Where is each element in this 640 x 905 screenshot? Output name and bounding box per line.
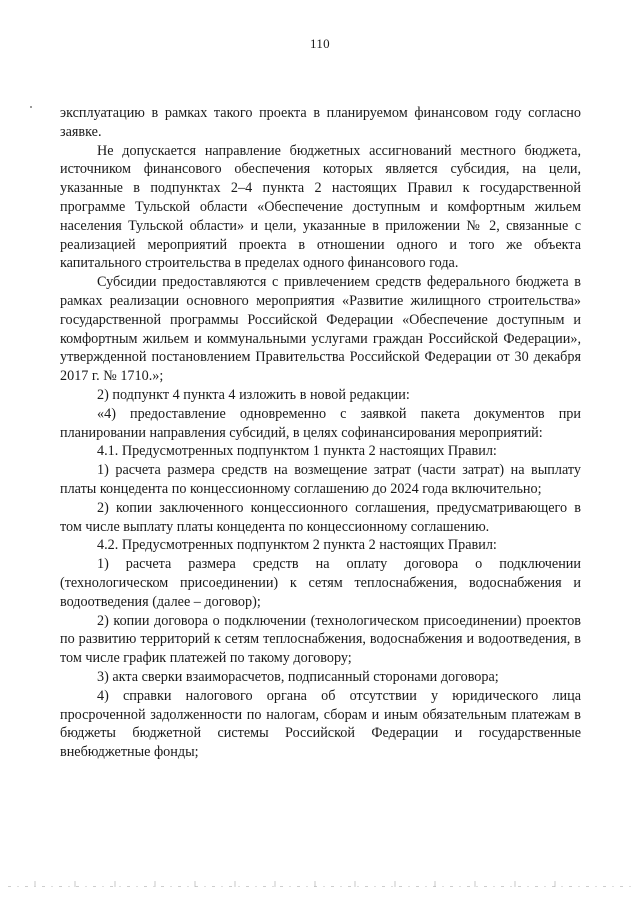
- scan-mark: [30, 106, 32, 108]
- page-number: 110: [310, 36, 330, 51]
- document-body: [60, 104, 581, 762]
- paragraph-item-4: «4) предоставление одновременно с заявкой пакета документов при планировании направления субсидий, в целях софинансирования мероприятий:: [60, 405, 581, 441]
- scan-artifact-line: [8, 886, 632, 887]
- paragraph-subsidies: Субсидии предоставляются с привлечением средств федерального бюджета в рамках реализации основного мероприятия «Развитие жилищного строительства» государственной программы Российской Федерации «Обеспечение доступным и комфортным жильем и коммунальными услугами граждан Российской Федерации», утвержденной постановлением Правительства Российской Федерации от 30 декабря 2017 г. № 1710.»;: [60, 274, 581, 385]
- paragraph-4-2-item-1: 1) расчета размера средств на оплату договора о подключении (технологическом присоединении) к сетям теплоснабжения, водоснабжения и водоотведения (далее – договор);: [60, 556, 581, 610]
- paragraph-4-2-item-2: 2) копии договора о подключении (технологическом присоединении) проектов по развитию территорий к сетям теплоснабжения, водоснабжения и водоотведения, в том числе график платежей по такому договору;: [60, 612, 581, 667]
- paragraph-4-2-item-4: 4) справки налогового органа об отсутствии у юридического лица просроченной задолженности по налогам, сборам и иным обязательным платежам в бюджеты бюджетной системы Российской Федерации и государственные внебюджетные фонды;: [60, 687, 581, 761]
- paragraph-4-1-item-2: 2) копии заключенного концессионного соглашения, предусматривающего в том числе выплату платы концедента по концессионному соглашению.: [60, 499, 581, 535]
- paragraph-prohibition: Не допускается направление бюджетных ассигнований местного бюджета, источником финансового обеспечения которых является субсидия, на цели, указанные в подпунктах 2–4 пункта 2 настоящих Правил к государственной программе Тульской области «Обеспечение доступным и комфортным жильем населения Тульской области» и цели, указанные в приложении № 2, связанные с реализацией мероприятий проекта в отношении одного и того же объекта капитального строительства в пределах одного финансового года.: [60, 142, 581, 272]
- paragraph-continuation: эксплуатацию в рамках такого проекта в планируемом финансовом году согласно заявке.: [60, 105, 581, 140]
- paragraph-section-4-2: 4.2. Предусмотренных подпунктом 2 пункта 2 настоящих Правил:: [97, 537, 497, 554]
- paragraph-4-2-item-3: 3) акта сверки взаиморасчетов, подписанный сторонами договора;: [97, 668, 499, 685]
- paragraph-section-4-1: 4.1. Предусмотренных подпунктом 1 пункта 2 настоящих Правил:: [97, 443, 497, 460]
- paragraph-amendment-2: 2) подпункт 4 пункта 4 изложить в новой редакции:: [97, 386, 410, 403]
- paragraph-4-1-item-1: 1) расчета размера средств на возмещение затрат (части затрат) на выплату платы концедента по концессионному соглашению до 2024 года включительно;: [60, 462, 581, 497]
